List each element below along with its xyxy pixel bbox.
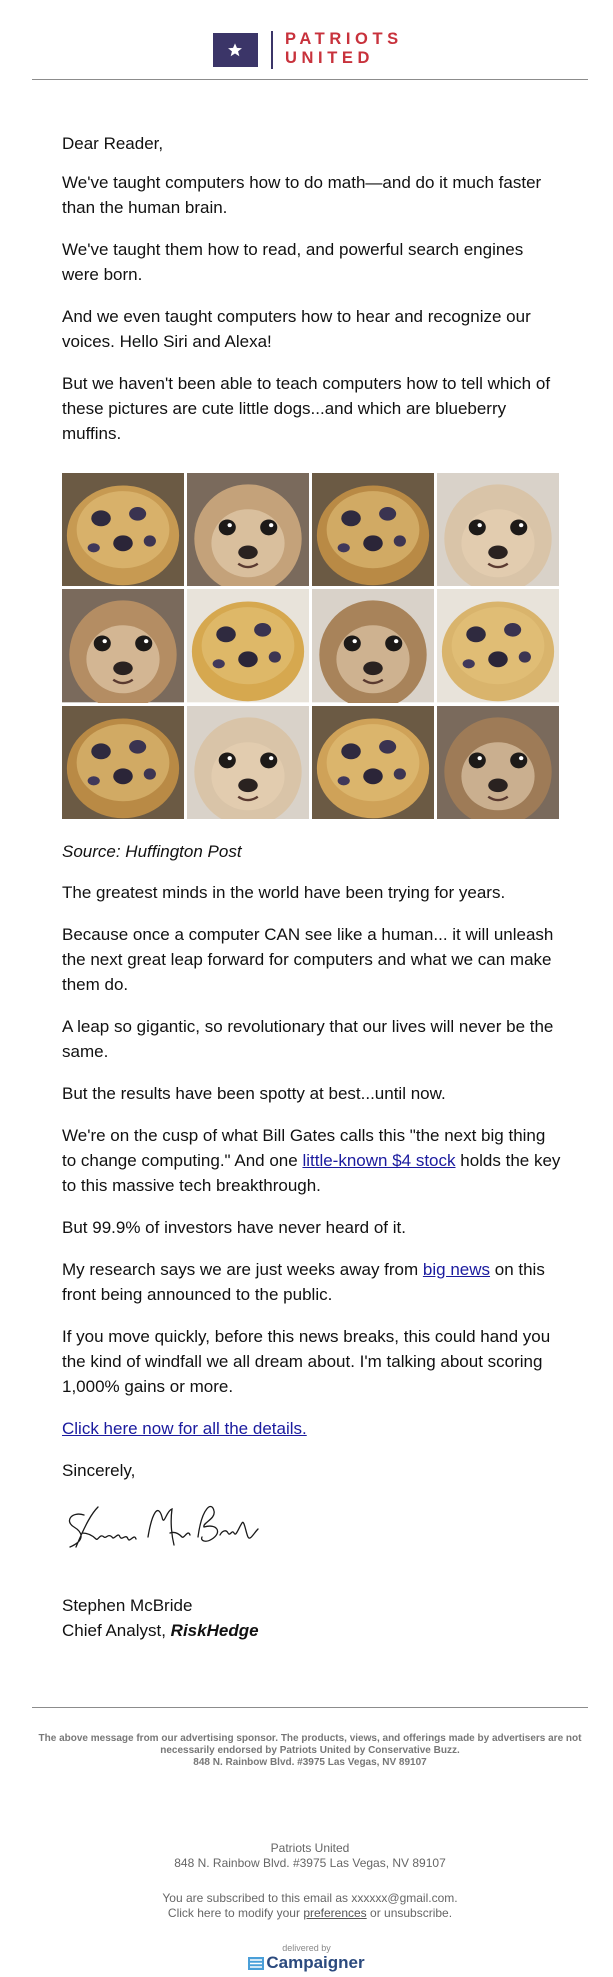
cusp-text-after: holds the key to this massive tech breakthrough. (62, 1151, 561, 1195)
logo-text (285, 30, 403, 68)
logo-line-1: PATRIOTS (285, 30, 403, 48)
paragraph-minds: The greatest minds in the world have been trying for years. (62, 883, 506, 902)
muffin-photo-tile (62, 706, 184, 819)
cta-paragraph (62, 1416, 562, 1441)
research-text-before: My research says we are just weeks away from (62, 1260, 423, 1279)
closing: Sincerely, (62, 1461, 136, 1480)
cusp-text-before: We're on the cusp of what Bill Gates calls this "the next big thing to change computing." And one (62, 1126, 546, 1170)
disclaimer-address: 848 N. Rainbow Blvd. #3975 Las Vegas, NV 89107 (193, 1757, 427, 1768)
header-divider (32, 79, 588, 80)
paragraph-spotty: But the results have been spotty at best...until now. (62, 1084, 446, 1103)
dog-photo-tile (312, 589, 434, 702)
paragraph-once: Because once a computer CAN see like a human... it will unleash the next great leap forward for computers and what we can make them do. (62, 925, 554, 994)
logo-line-2: UNITED (285, 49, 375, 67)
paragraph-hear: And we even taught computers how to hear and recognize our voices. Hello Siri and Alexa! (62, 307, 531, 351)
footer-modify (32, 1906, 588, 1921)
dog-photo-tile (437, 706, 559, 819)
sender-name: Stephen McBride (62, 1596, 193, 1615)
star-icon (227, 42, 243, 58)
email-header (0, 0, 613, 80)
image-source: Source: Huffington Post (62, 842, 242, 861)
sender-title-prefix: Chief Analyst, (62, 1621, 171, 1640)
paragraph-move: If you move quickly, before this news breaks, this could hand you the kind of windfall we all dream about. I'm talking about scoring 1,000% gains or more. (62, 1327, 551, 1396)
dog-photo-tile (62, 589, 184, 702)
paragraph-research (62, 1257, 562, 1307)
delivered-by-label: delivered by (282, 1943, 331, 1953)
stock-link[interactable]: little-known $4 stock (302, 1151, 456, 1170)
sponsor-disclaimer (32, 1733, 588, 1769)
footer-subscribed: You are subscribed to this email as xxxxxx@gmail.com. (162, 1891, 458, 1905)
dog-photo-tile (437, 473, 559, 586)
delivered-by-campaigner[interactable] (0, 1943, 613, 1972)
muffin-photo-tile (312, 706, 434, 819)
patriots-united-logo[interactable] (213, 31, 413, 71)
salutation: Dear Reader, (62, 134, 164, 153)
paragraph-investors: But 99.9% of investors have never heard of it. (62, 1218, 406, 1237)
dogs-vs-muffins-image (62, 473, 559, 819)
paragraph-math: We've taught computers how to do math—and do it much faster than the human brain. (62, 173, 542, 217)
disclaimer-text: The above message from our advertising sponsor. The products, views, and offerings made by advertisers are not necessarily endorsed by Patriots United by Conservative Buzz. (38, 1733, 582, 1756)
details-link[interactable]: Click here now for all the details. (62, 1419, 307, 1438)
paragraph-read: We've taught them how to read, and powerful search engines were born. (62, 240, 524, 284)
campaigner-text: Campaigner (266, 1953, 365, 1972)
paragraph-leap: A leap so gigantic, so revolutionary that our lives will never be the same. (62, 1017, 554, 1061)
dog-photo-tile (187, 706, 309, 819)
email-footer (32, 1841, 588, 1921)
signature-text: Stephen McBride (62, 1493, 70, 1494)
logo-divider (271, 31, 273, 69)
muffin-photo-tile (62, 473, 184, 586)
signature-image (62, 1493, 262, 1573)
modify-prefix[interactable]: Click here to modify your (167, 1906, 304, 1920)
campaigner-logo[interactable] (0, 1953, 613, 1972)
muffin-photo-tile (187, 589, 309, 702)
muffin-photo-tile (437, 589, 559, 702)
logo-flag-box (213, 33, 258, 67)
modify-suffix[interactable]: or unsubscribe. (366, 1906, 453, 1920)
footer-org: Patriots United (270, 1841, 350, 1855)
letter-body (62, 131, 562, 1643)
paragraph-cusp (62, 1123, 562, 1198)
research-text-after: on this front being announced to the public. (62, 1260, 545, 1304)
footer-address: 848 N. Rainbow Blvd. #3975 Las Vegas, NV 89107 (174, 1856, 446, 1870)
campaigner-icon (248, 1957, 264, 1970)
paragraph-dogs-muffins: But we haven't been able to teach computers how to tell which of these pictures are cute little dogs...and which are blueberry muffins. (62, 374, 551, 443)
sender-company: RiskHedge (170, 1621, 259, 1640)
dog-photo-tile (187, 473, 309, 586)
preferences-link[interactable]: preferences (303, 1906, 367, 1920)
big-news-link[interactable]: big news (422, 1260, 491, 1279)
sender-title (62, 1618, 562, 1643)
muffin-photo-tile (312, 473, 434, 586)
footer-divider (32, 1707, 588, 1708)
